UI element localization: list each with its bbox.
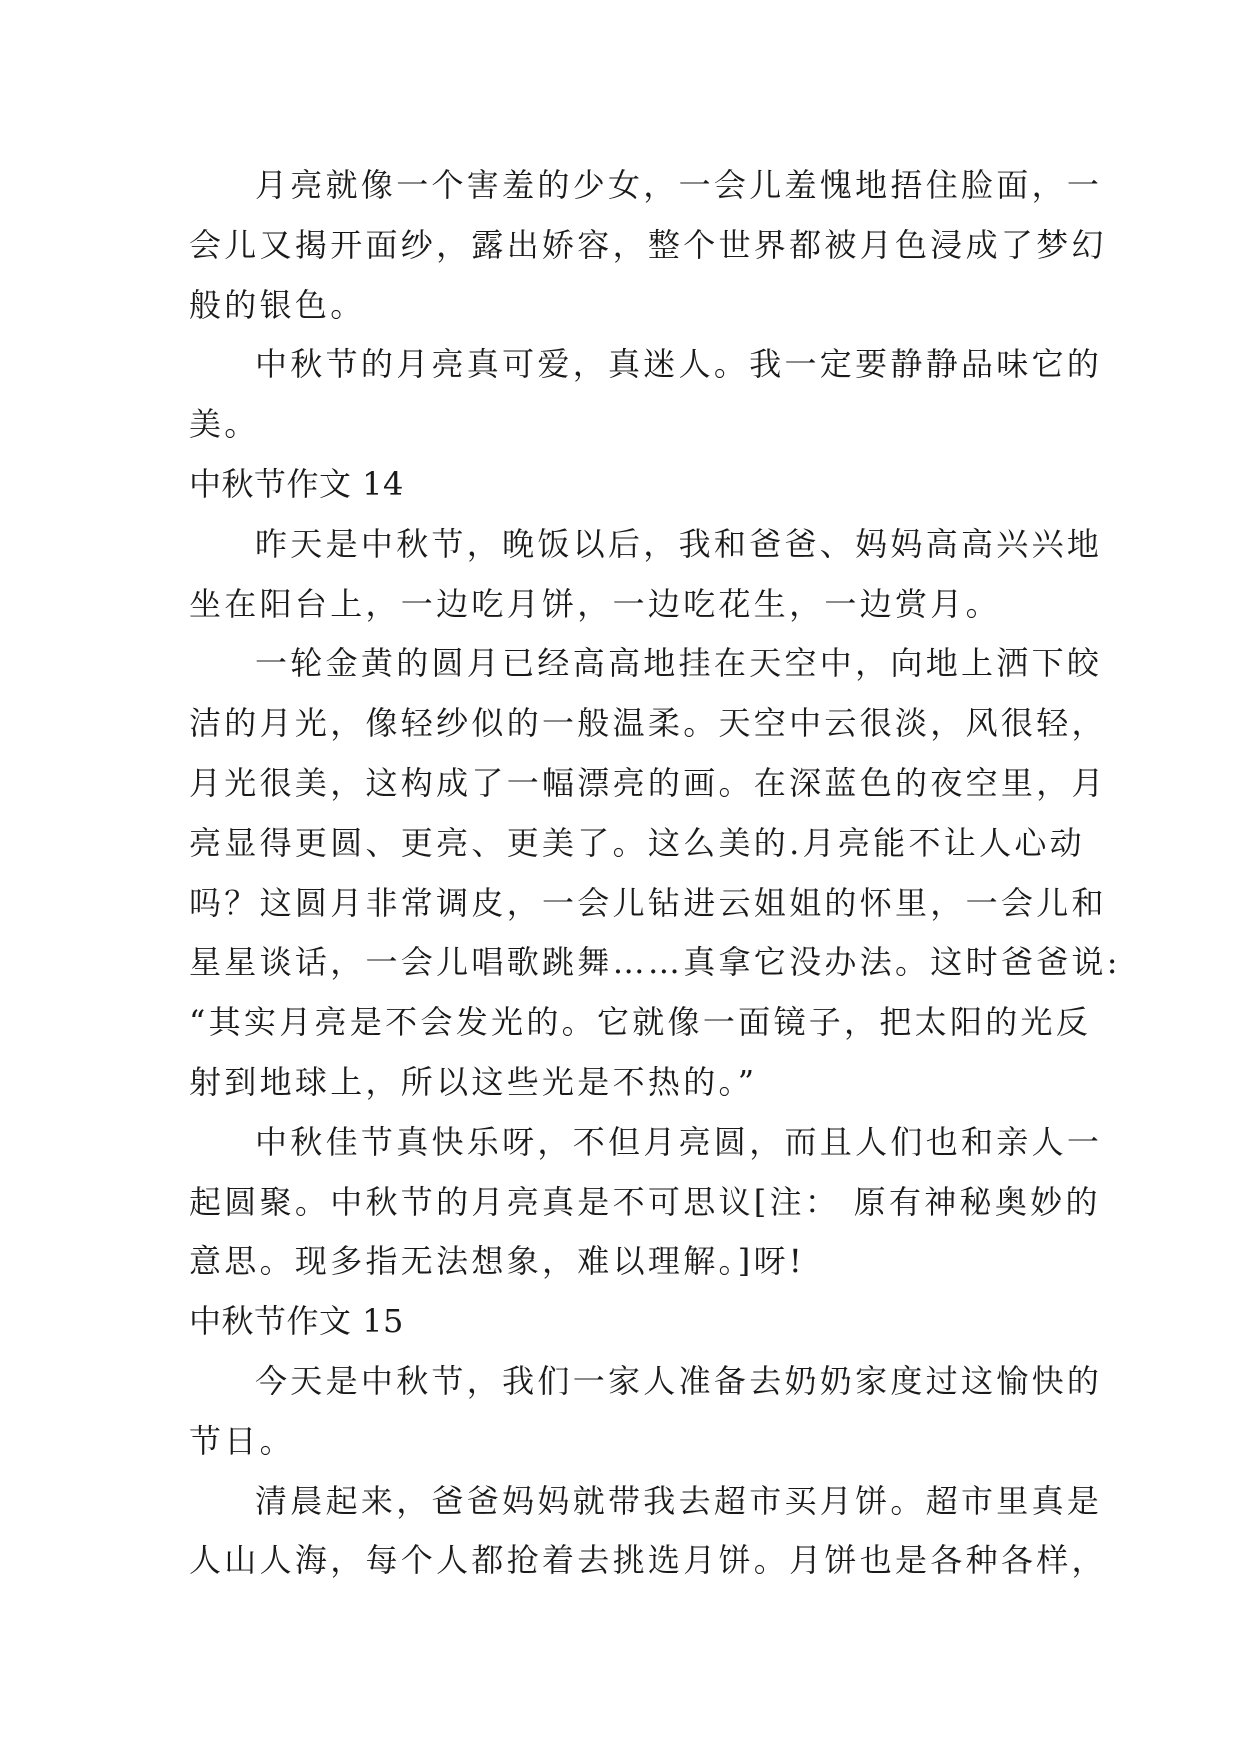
paragraph-line: 吗？这圆月非常调皮，一会儿钻进云姐姐的怀里，一会儿和 xyxy=(189,883,1107,922)
paragraph-line: 昨天是中秋节，晚饭以后，我和爸爸、妈妈高高兴兴地 xyxy=(255,524,1103,563)
paragraph-line: 亮显得更圆、更亮、更美了。这么美的.月亮能不让人心动 xyxy=(189,823,1085,862)
paragraph-line: 星星谈话，一会儿唱歌跳舞……真拿它没办法。这时爸爸说: xyxy=(189,943,1121,982)
paragraph-line: 射到地球上，所以这些光是不热的。” xyxy=(189,1062,758,1101)
paragraph-line: 今天是中秋节，我们一家人准备去奶奶家度过这愉快的 xyxy=(255,1361,1103,1400)
paragraph-line: 美。 xyxy=(189,405,260,444)
paragraph-line: 起圆聚。中秋节的月亮真是不可思议[注： 原有神秘奥妙的 xyxy=(189,1182,1101,1221)
paragraph-line: 节日。 xyxy=(189,1421,295,1460)
paragraph-line: 意思。现多指无法想象，难以理解。]呀! xyxy=(189,1242,806,1281)
document-body xyxy=(189,156,1121,1591)
paragraph-line: 月光很美，这构成了一幅漂亮的画。在深蓝色的夜空里，月 xyxy=(189,763,1107,802)
paragraph-line: 清晨起来，爸爸妈妈就带我去超市买月饼。超市里真是 xyxy=(255,1481,1103,1520)
paragraph-line: 会儿又揭开面纱，露出娇容，整个世界都被月色浸成了梦幻 xyxy=(189,225,1107,264)
section-heading: 中秋节作文 14 xyxy=(189,464,404,503)
paragraph-line: 坐在阳台上，一边吃月饼，一边吃花生，一边赏月。 xyxy=(189,584,1001,623)
paragraph-line: 月亮就像一个害羞的少女，一会儿羞愧地捂住脸面，一 xyxy=(255,166,1103,204)
paragraph-line: 般的银色。 xyxy=(189,285,366,324)
paragraph-line: “其实月亮是不会发光的。它就像一面镜子，把太阳的光反 xyxy=(189,1003,1092,1042)
paragraph-line: 中秋节的月亮真可爱，真迷人。我一定要静静品味它的 xyxy=(255,345,1103,384)
paragraph-line: 中秋佳节真快乐呀，不但月亮圆，而且人们也和亲人一 xyxy=(255,1122,1103,1161)
section-heading: 中秋节作文 15 xyxy=(189,1302,404,1341)
paragraph-line: 洁的月光，像轻纱似的一般温柔。天空中云很淡，风很轻， xyxy=(189,704,1107,743)
paragraph-line: 一轮金黄的圆月已经高高地挂在天空中，向地上洒下皎 xyxy=(255,644,1103,683)
paragraph-line: 人山人海，每个人都抢着去挑选月饼。月饼也是各种各样， xyxy=(189,1541,1107,1580)
